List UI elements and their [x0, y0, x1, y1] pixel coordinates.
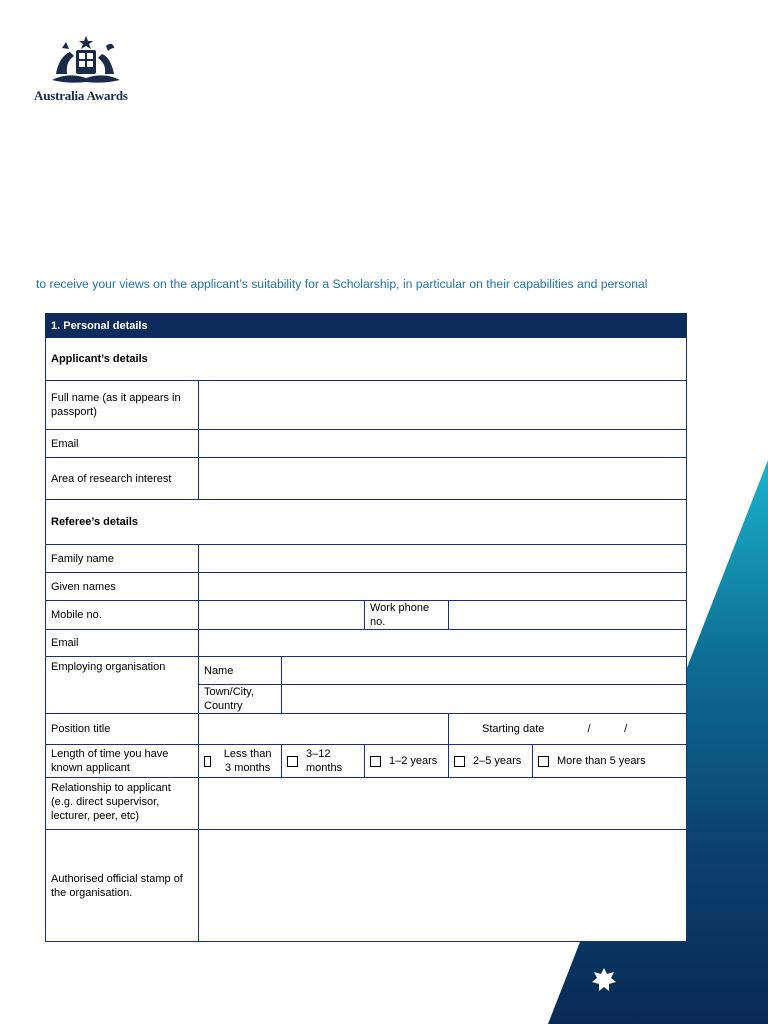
personal-details-form [45, 313, 687, 942]
position-title-field[interactable] [199, 714, 449, 745]
length-option[interactable] [282, 745, 365, 778]
full-name-field[interactable] [199, 381, 687, 430]
employing-org-label: Employing organisation [46, 657, 199, 714]
research-interest-label: Area of research interest [46, 458, 199, 500]
full-name-label: Full name (as it appears in passport) [46, 381, 199, 430]
coat-of-arms-icon [48, 34, 124, 86]
section-title: 1. Personal details [46, 314, 687, 338]
checkbox-icon[interactable] [287, 756, 298, 767]
length-option-label: 2–5 years [473, 755, 522, 767]
length-option[interactable] [533, 745, 687, 778]
checkbox-icon[interactable] [538, 756, 549, 767]
stamp-label: Authorised official stamp of the organisation. [46, 830, 199, 942]
applicant-email-field[interactable] [199, 430, 687, 458]
checkbox-icon[interactable] [370, 756, 381, 767]
date-separators: / / [587, 723, 628, 735]
stamp-field[interactable] [199, 830, 687, 942]
commonwealth-star-icon [590, 966, 618, 994]
family-name-label: Family name [46, 545, 199, 573]
work-phone-label: Work phone no. [365, 601, 449, 630]
length-option-label: 3–12 months [306, 748, 343, 774]
length-option-label: Less than 3 months [223, 748, 272, 774]
length-known-label: Length of time you have known applicant [46, 745, 199, 778]
intro-text: to receive your views on the applicant’s suitability for a Scholarship, in particular on their capabilities and personal [36, 277, 648, 291]
length-option[interactable] [365, 745, 449, 778]
referee-email-label: Email [46, 630, 199, 657]
length-option-label: More than 5 years [557, 755, 646, 767]
length-option[interactable] [449, 745, 533, 778]
applicant-email-label: Email [46, 430, 199, 458]
research-interest-field[interactable] [199, 458, 687, 500]
org-name-field[interactable] [282, 657, 687, 685]
relationship-field[interactable] [199, 778, 687, 830]
org-town-label: Town/City, Country [199, 685, 282, 714]
given-names-label: Given names [46, 573, 199, 601]
referee-email-field[interactable] [199, 630, 687, 657]
checkbox-icon[interactable] [454, 756, 465, 767]
length-option-label: 1–2 years [389, 755, 438, 767]
australia-awards-logo [34, 34, 144, 104]
checkbox-icon[interactable] [204, 756, 211, 767]
family-name-field[interactable] [199, 545, 687, 573]
length-option[interactable] [199, 745, 282, 778]
mobile-field[interactable] [199, 601, 365, 630]
referee-heading: Referee’s details [46, 500, 687, 545]
given-names-field[interactable] [199, 573, 687, 601]
org-town-field[interactable] [282, 685, 687, 714]
brand-name: Australia Awards [34, 88, 128, 103]
org-name-label: Name [199, 657, 282, 685]
relationship-label: Relationship to applicant (e.g. direct supervisor, lecturer, peer, etc) [46, 778, 199, 830]
starting-date-field[interactable] [449, 714, 687, 745]
work-phone-field[interactable] [449, 601, 687, 630]
position-title-label: Position title [46, 714, 199, 745]
mobile-label: Mobile no. [46, 601, 199, 630]
applicant-heading: Applicant’s details [46, 338, 687, 381]
starting-date-label: Starting date [482, 723, 545, 735]
